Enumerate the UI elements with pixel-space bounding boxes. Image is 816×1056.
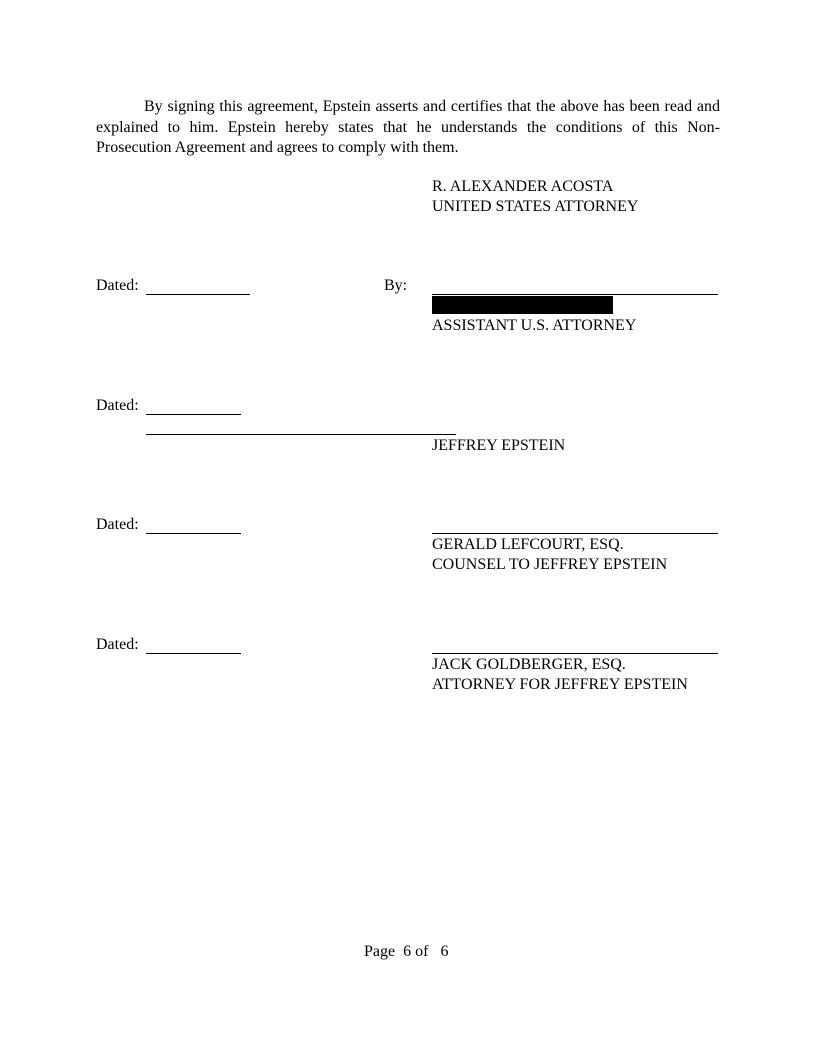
goldberger-title: ATTORNEY FOR JEFFREY EPSTEIN [432,676,688,693]
dated-label: Dated: [96,636,139,653]
lefcourt-title: COUNSEL TO JEFFREY EPSTEIN [432,556,668,573]
redacted-name-bar [432,296,613,314]
date-blank [146,414,241,415]
by-label: By: [384,277,408,294]
signature-line [432,294,718,295]
date-blank [146,533,241,534]
page-label: Page [364,943,396,960]
date-blank [146,653,241,654]
goldberger-name: JACK GOLDBERGER, ESQ. [432,656,626,673]
signature-line [432,533,718,534]
page-total: 6 [440,943,449,960]
page-number: 6 [403,943,412,960]
certification-paragraph: By signing this agreement, Epstein asserts and certifies that the above has been read and explained to him. Epstein hereby states that he understands the conditions of this Non-Prosecution Agreement and agrees to comply with them. [96,98,720,156]
date-blank [146,294,250,295]
us-attorney-name: R. ALEXANDER ACOSTA [432,178,614,195]
dated-label: Dated: [96,277,139,294]
dated-label: Dated: [96,516,139,533]
of-label: of [415,943,429,960]
lefcourt-name: GERALD LEFCOURT, ESQ. [432,536,624,553]
dated-label: Dated: [96,397,139,414]
page-footer [364,942,448,962]
signature-line [432,653,718,654]
us-attorney-title: UNITED STATES ATTORNEY [432,198,639,215]
epstein-name: JEFFREY EPSTEIN [432,437,566,454]
ausa-title: ASSISTANT U.S. ATTORNEY [432,317,637,334]
signature-line [146,434,456,435]
